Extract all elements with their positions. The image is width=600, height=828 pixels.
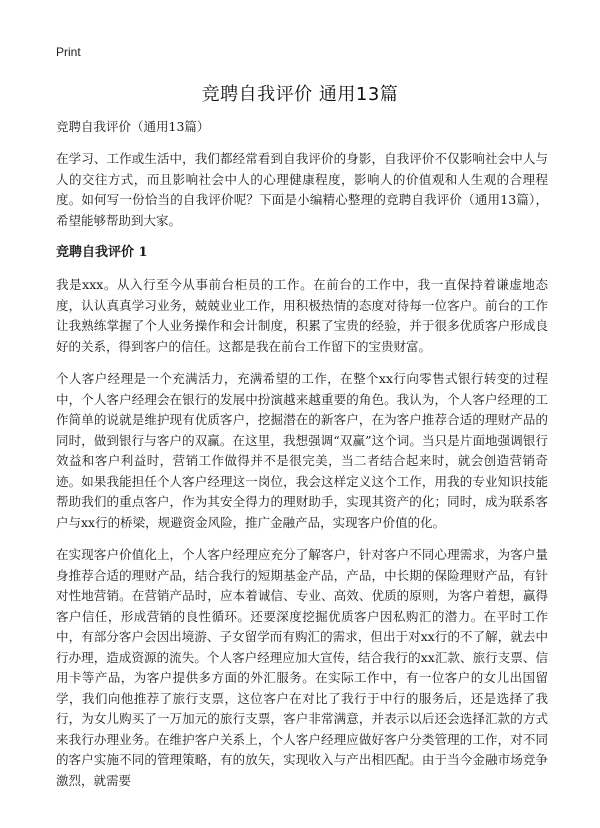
- intro-paragraph: 在学习、工作或生活中，我们都经常看到自我评价的身影，自我评价不仅影响社会中人与人的交往方式，而且影响社会中人的心理健康程度，影响人的价值观和人生观的合理程度。如何写一份恰当的自我评价呢？下面是小编精心整理的竞聘自我评价（通用13篇），希望能够帮助到大家。: [56, 151, 548, 228]
- print-label[interactable]: Print: [56, 45, 81, 59]
- section-paragraph: 我是xxx。从入行至今从事前台柜员的工作。在前台的工作中，我一直保持着谦虚地态度，认认真真学习业务，兢兢业业工作，用积极热情的态度对待每一位客户。前台的工作让我熟练掌握了个人业务操作和会计制度，积累了宝贵的经验，并于很多优质客户形成良好的关系，得到客户的信任。这都是我在前台工作留下的宝贵财富。: [56, 277, 548, 354]
- section-paragraph: 个人客户经理是一个充满活力，充满希望的工作，在整个xx行向零售式银行转变的过程中，个人客户经理会在银行的发展中扮演越来越重要的角色。我认为，个人客户经理的工作简单的说就是维护现有优质客户，挖掘潜在的新客户，在为客户推荐合适的理财产品的同时，做到银行与客户的双赢。在这里，我想强调“双赢”这个词。当只是片面地强调银行效益和客户利益时，营销工作做得并不是很完美，当二者结合起来时，就会创造营销奇迹。如果我能担任个人客户经理这一岗位，我会这样定义这个工作，用我的专业知识技能帮助我们的重点客户，作为其安全得力的理财助手，实现其资产的化；同时，成为联系客户与xx行的桥梁，规避资金风险，推广金融产品，实现客户价值的化。: [56, 371, 548, 530]
- section-paragraph: 在实现客户价值化上，个人客户经理应充分了解客户，针对客户不同心理需求，为客户量身推荐合适的理财产品，结合我行的短期基金产品，产品，中长期的保险理财产品，有针对性地营销。在营销产品时，应本着诚信、专业、高效、优质的原则，为客户着想，赢得客户信任，形成营销的良性循环。还要深度挖掘优质客户因私购汇的潜力。在平时工作中，有部分客户会因出境游、子女留学而有购汇的需求，但出于对xx行的不了解，就去中行办理，造成资源的流失。个人客户经理应加大宣传，结合我行的xx汇款、旅行支票、信用卡等产品，为客户提供多方面的外汇服务。在实际工作中，有一位客户的女儿出国留学，我们向他推荐了旅行支票，这位客户在对比了我行于中行的服务后，还是选择了我行，为女儿购买了一万加元的旅行支票，客户非常满意，并表示以后还会选择汇款的方式来我行办理业务。在维护客户关系上，个人客户经理应做好客户分类管理的工作，对不同的客户实施不同的管理策略，有的放矢，实现收入与产出相匹配。由于当今金融市场竞争激烈，就需要: [56, 547, 548, 788]
- section-heading: 竞聘自我评价 1: [56, 245, 148, 260]
- document-body: [56, 117, 548, 803]
- document-subtitle: 竞聘自我评价（通用13篇）: [56, 119, 210, 134]
- document-title: 竞聘自我评价 通用13篇: [201, 84, 399, 105]
